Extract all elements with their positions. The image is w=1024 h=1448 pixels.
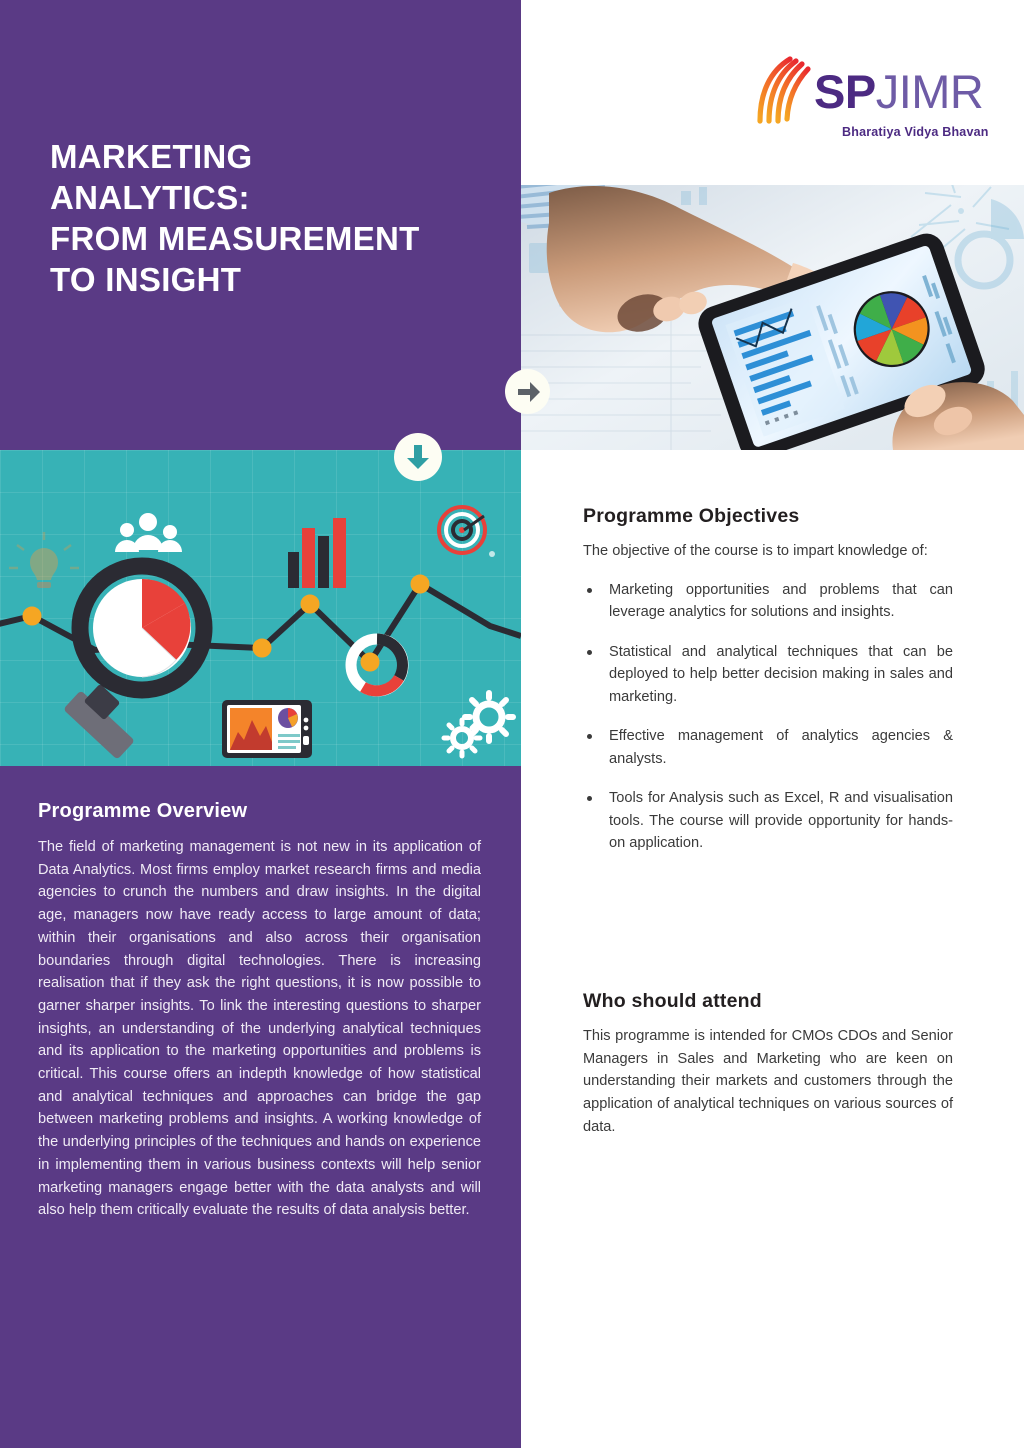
logo-wordmark bbox=[814, 67, 983, 117]
programme-overview-body: The field of marketing management is not new in its application of Data Analytics. Most firms employ market research firms and media agencies to crunch the numbers and draw insights. In the digital age, managers now have ready access to large amount of data; within their organisations and also across their organisation boundaries through digital technologies. There is increasing realisation that if they ask the right questions, it is now possible to garner sharper insights. To link the interesting questions to sharper insights, an understanding of the underlying analytical techniques and its application to the marketing opportunities and problems is critical. This course offers an indepth knowledge of how statistical and analytical techniques and approaches can bridge the gap between marketing problems and insights. A working knowledge of the underlying principles of the techniques and hands on experience in implementing them in various business contexts will help senior marketing managers engage better with the data analysts and will also help them critically evaluate the results of data analysis better. bbox=[38, 839, 481, 1219]
title-line-1: MARKETING bbox=[50, 138, 253, 175]
page-title bbox=[50, 136, 510, 300]
magnifier-pie-icon bbox=[63, 566, 204, 760]
lightbulb-icon bbox=[9, 532, 79, 588]
programme-overview-heading: Programme Overview bbox=[38, 800, 248, 822]
title-line-2: ANALYTICS: bbox=[50, 179, 250, 216]
list-item: Statistical and analytical techniques that can be deployed to help better decision making in sales and marketing. bbox=[583, 641, 953, 709]
title-line-4: TO INSIGHT bbox=[50, 261, 242, 298]
arrow-down-badge[interactable] bbox=[394, 433, 442, 481]
programme-overview-section bbox=[38, 800, 481, 1222]
list-item: Marketing opportunities and problems that can leverage analytics for solutions and insights. bbox=[583, 579, 953, 624]
list-item: Effective management of analytics agencies & analysts. bbox=[583, 725, 953, 770]
logo-jimr-text: JIMR bbox=[875, 65, 984, 118]
analytics-illustration bbox=[0, 450, 521, 766]
who-should-attend-heading: Who should attend bbox=[583, 990, 762, 1012]
who-should-attend-body: This programme is intended for CMOs CDOs and Senior Managers in Sales and Marketing who are keen on understanding their markets and customers through the application of analytical techniques on various sources of data. bbox=[583, 1028, 953, 1135]
list-item: Tools for Analysis such as Excel, R and visualisation tools. The course will provide opportunity for hands-on application. bbox=[583, 787, 953, 855]
photo-illustration bbox=[521, 185, 1024, 450]
spjimr-logo bbox=[756, 53, 989, 149]
logo-swoosh-icon bbox=[756, 55, 812, 127]
logo-sp-text: SP bbox=[814, 65, 876, 118]
arrow-right-badge[interactable] bbox=[505, 369, 550, 414]
gears-icon bbox=[444, 693, 513, 756]
bar-chart-icon bbox=[288, 518, 346, 588]
programme-objectives-list bbox=[583, 579, 953, 855]
programme-objectives-section bbox=[583, 505, 953, 872]
programme-objectives-intro: The objective of the course is to impart knowledge of: bbox=[583, 543, 928, 559]
who-should-attend-section bbox=[583, 990, 953, 1139]
programme-objectives-heading: Programme Objectives bbox=[583, 505, 800, 527]
arrow-down-icon bbox=[402, 441, 434, 473]
people-icon bbox=[115, 513, 182, 552]
arrow-right-icon bbox=[513, 377, 543, 407]
target-icon bbox=[439, 507, 495, 557]
title-line-3: FROM MEASUREMENT bbox=[50, 220, 420, 257]
analytics-illustration-panel bbox=[0, 450, 521, 766]
logo-subtitle: Bharatiya Vidya Bhavan bbox=[842, 125, 989, 139]
tablet-chart-icon bbox=[222, 700, 312, 758]
hero-photo-tablet-analytics bbox=[521, 185, 1024, 450]
